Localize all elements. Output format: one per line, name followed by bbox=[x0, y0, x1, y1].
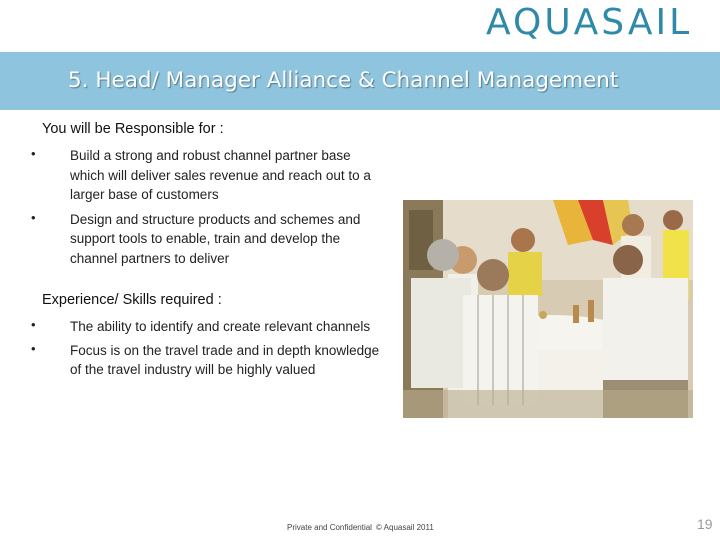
responsibilities-list bbox=[0, 146, 390, 268]
experience-heading: Experience/ Skills required : bbox=[42, 292, 222, 308]
meeting-photo bbox=[403, 200, 693, 418]
aquasail-logo: AQUASAIL bbox=[486, 2, 693, 43]
responsibilities-heading: You will be Responsible for : bbox=[42, 121, 224, 137]
bullet-icon: • bbox=[31, 317, 36, 332]
list-item bbox=[0, 210, 390, 269]
copyright-note: © Aquasail 2011 bbox=[376, 523, 434, 532]
list-item bbox=[0, 317, 390, 337]
bullet-icon: • bbox=[31, 209, 36, 225]
list-item bbox=[0, 146, 390, 205]
bullet-text: Focus is on the travel trade and in depth knowledge of the travel industry will be highly valued bbox=[70, 342, 380, 377]
page-number: 19 bbox=[697, 516, 713, 532]
experience-list bbox=[0, 317, 390, 380]
confidential-note: Private and Confidential bbox=[287, 523, 372, 532]
bullet-icon: • bbox=[31, 146, 36, 161]
bullet-icon: • bbox=[31, 340, 36, 356]
meeting-photo-illustration bbox=[403, 200, 693, 418]
bullet-text: Design and structure products and schemes and support tools to enable, train and develop the channel partners to deliver bbox=[70, 211, 361, 266]
bullet-text: Build a strong and robust channel partner base which will deliver sales revenue and reach out to a larger base of customers bbox=[70, 148, 371, 202]
bullet-text: The ability to identify and create relevant channels bbox=[70, 319, 371, 334]
slide-title: 5. Head/ Manager Alliance & Channel Management bbox=[68, 68, 619, 93]
list-item bbox=[0, 341, 390, 380]
